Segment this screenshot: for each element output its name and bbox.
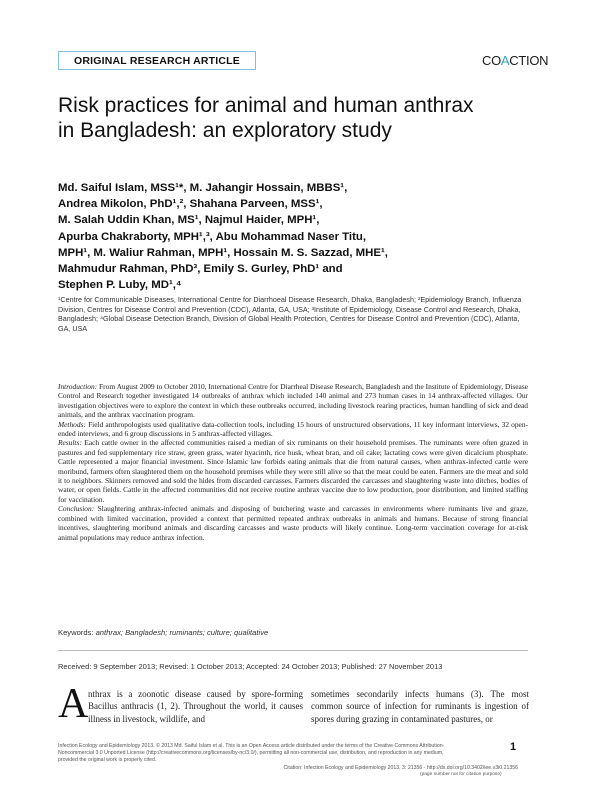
page-number: 1	[510, 741, 517, 753]
page-number-note: (page number not for citation purpose)	[420, 772, 502, 777]
license-footer	[58, 743, 518, 772]
author-list	[58, 180, 528, 293]
publication-dates: Received: 9 September 2013; Revised: 1 October 2013; Accepted: 24 October 2013; Published: 27 November 2013	[58, 662, 443, 671]
footer-citation: Citation: Infection Ecology and Epidemiology 2013, 3: 21356 - http://dx.doi.org/10.3402/iee.v3i0.21356	[283, 764, 518, 771]
author-line: M. Salah Uddin Khan, MS¹, Najmul Haider, MPH¹,	[58, 214, 320, 227]
affiliations: ¹Centre for Communicable Diseases, International Centre for Diarrhoeal Disease Research, Dhaka, Bangladesh; ²Epidemiology Branch, Influenza Division, Centres for Disease Control and Prevention (CDC), Atlanta, GA, USA; ³Institute of Epidemiology, Disease Control and Research, Dhaka, Bangladesh; ⁴Global Disease Detection Branch, Division of Global Health Protection, Centres for Disease Control and Prevention (CDC), Atlanta, GA, USA	[58, 295, 522, 333]
keywords: Keywords: anthrax; Bangladesh; ruminants; culture; qualitative	[58, 628, 269, 637]
body-column-left: nthrax is a zoonotic disease caused by spore-forming Bacillus anthracis (1, 2). Throughout the world, it causes illness in livestock, wildlife, and	[88, 689, 303, 724]
author-line: Md. Saiful Islam, MSS¹*, M. Jahangir Hossain, MBBS¹,	[58, 182, 348, 194]
author-line: MPH¹, M. Waliur Rahman, MPH¹, Hossain M. S. Sazzad, MHE¹,	[58, 246, 388, 259]
author-line: Stephen P. Luby, MD¹,⁴	[58, 279, 182, 292]
abstract-introduction: Introduction: From August 2009 to October 2010, International Centre for Diarrheal Disease Research, Bangladesh and the Institute of Epidemiology, Disease Control and Research together investigated 14 outbreaks of anthrax which included 140 animal and 273 human cases in 14 anthrax-affected villages. Our investigation objectives were to explore the context in which these outbreaks occurred, including livestock rearing practices, human handling of sick and dead animals, and the anthrax vaccination program.	[58, 382, 528, 420]
footer-license-line: Infection Ecology and Epidemiology 2013. © 2013 Md. Saiful Islam et al. This is an Open Access article distributed under the terms of the Creative Commons Attribution-	[58, 743, 445, 749]
abstract-conclusion: Conclusion: Slaughtering anthrax-infected animals and disposing of butchering waste and carcasses in environments where ruminants live and graze, combined with limited vaccination, provided a context that permitted repeated anthrax outbreaks in animals and humans. Because of strong financial incentives, slaughtering moribund animals and discarding carcasses and waste products will likely continue. Long-term vaccination coverage for at-risk animal populations may reduce anthrax infection.	[58, 504, 528, 542]
author-line: Apurba Chakraborty, MPH¹,³, Abu Mohammad Naser Titu,	[58, 230, 367, 243]
drop-cap: A	[58, 681, 89, 727]
abstract-methods: Methods: Field anthropologists used qualitative data-collection tools, including 15 hours of unstructured observations, 11 key informant interviews, 32 open-ended interviews, and 6 group discussions in 5 anthrax-affected villages.	[58, 419, 528, 439]
footer-license-line: Noncommercial 3.0 Unported License (http://creativecommons.org/licenses/by-nc/3.0/), permitting all non-commercial use, distribution, and reproduction in any medium,	[58, 750, 444, 757]
article-type-badge: ORIGINAL RESEARCH ARTICLE	[58, 51, 256, 70]
footer-license-line: provided the original work is properly cited.	[58, 757, 157, 764]
article-title: Risk practices for animal and human anthrax in Bangladesh: an exploratory study	[58, 94, 474, 142]
abstract-results: Results: Each cattle owner in the affected communities raised a median of six ruminants on their household premises. The ruminants were often grazed in pastures and fed supplementary rice straw, green grass, water hyacinth, rice husk, wheat bran, and oil cake; lactating cows were given dicalcium phosphate. Cattle represented a major financial investment. Since Islamic law forbids eating animals that die from natural causes, when anthrax-infected cattle were moribund, farmers often slaughtered them on the household premises while they were still alive so that the meat could be eaten. Farmers ate the meat and sold it to neighbors. Skinners removed and sold the hides from discarded carcasses. Farmers discarded the carcasses and slaughtering waste into ditches, bodies of water, or open fields. Cattle in the affected communities did not receive routine anthrax vaccine due to low production, poor distribution, and limited staffing for vaccination.	[58, 438, 528, 504]
divider	[58, 650, 528, 651]
author-line: Andrea Mikolon, PhD¹,², Shahana Parveen, MSS¹,	[58, 198, 323, 211]
abstract	[58, 382, 528, 542]
body-column-right: sometimes secondarily infects humans (3). The most common source of infection for ruminants is ingestion of spores during grazing in contaminated pastures, or	[311, 689, 529, 724]
author-line: Mahmudur Rahman, PhD³, Emily S. Gurley, PhD¹ and	[58, 263, 343, 276]
publisher-logo: COACTION	[482, 53, 549, 68]
